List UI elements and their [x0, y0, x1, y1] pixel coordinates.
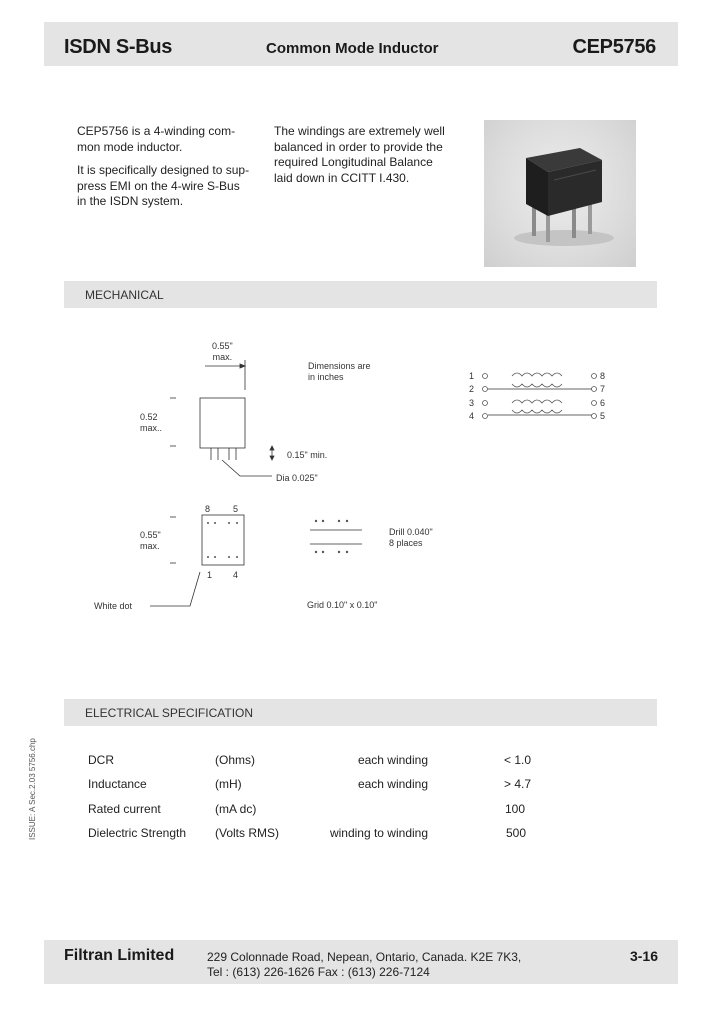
footer-address-line: 229 Colonnade Road, Nepean, Ontario, Canada. K2E 7K3, [207, 950, 522, 964]
spec-value: > 4.7 [504, 777, 532, 791]
width-dimension [212, 341, 233, 363]
schematic-pin: 8 [600, 371, 606, 381]
schematic-pin: 4 [469, 411, 475, 421]
intro-text: The windings are extremely well [274, 124, 445, 138]
spec-row-rated-current [0, 802, 720, 818]
header-part-number: CEP5756 [572, 36, 656, 58]
pin-label-bottom-right: 4 [233, 570, 239, 580]
grid-label: Grid 0.10" x 0.10" [307, 600, 378, 610]
white-dot-label: White dot [94, 601, 133, 611]
spec-param: Inductance [88, 777, 147, 791]
spec-value: < 1.0 [504, 753, 532, 767]
spec-param: DCR [88, 753, 114, 767]
pin-label-top-right: 5 [233, 504, 239, 514]
footer-company: Filtran Limited [64, 947, 175, 964]
top-view-dimension-max: max. [140, 541, 160, 551]
header-product-type: Common Mode Inductor [266, 40, 439, 57]
pin-length-label: 0.15" min. [287, 450, 328, 460]
spec-condition: winding to winding [329, 826, 428, 840]
spec-row-dielectric-strength [0, 826, 720, 842]
intro-text: required Longitudinal Balance [274, 155, 433, 169]
spec-unit: (Volts RMS) [215, 826, 280, 840]
electrical-section-title: ELECTRICAL SPECIFICATION [85, 706, 254, 720]
drill-note-line: Drill 0.040" [389, 527, 433, 537]
top-view-dimension [140, 530, 161, 552]
intro-text: laid down in CCITT I.430. [274, 170, 410, 185]
spec-value: 100 [505, 802, 526, 816]
pin-label-bottom-left: 1 [207, 570, 213, 580]
schematic-pin: 7 [600, 384, 606, 394]
spec-row-inductance [0, 777, 720, 793]
spec-value: 500 [506, 826, 527, 840]
spec-param: Dielectric Strength [88, 826, 187, 840]
height-dimension [140, 412, 162, 434]
schematic-pin: 3 [469, 398, 475, 408]
spec-unit: (mH) [215, 777, 242, 791]
footer-contact-line: Tel : (613) 226-1626 Fax : (613) 226-7124 [207, 965, 430, 979]
height-dimension-max: max.. [140, 423, 163, 433]
intro-text: It is specifically designed to sup- [77, 163, 250, 177]
footer-address [207, 950, 521, 980]
intro-text: CEP5756 is a 4-winding com- [77, 124, 236, 138]
pin-label-top-left: 8 [205, 504, 211, 514]
schematic-pin: 2 [469, 384, 475, 394]
dimensions-note-line: Dimensions are [308, 361, 371, 371]
intro-text: mon mode inductor. [77, 139, 183, 154]
page-number: 3-16 [629, 948, 658, 964]
spec-unit: (mA dc) [215, 802, 257, 816]
drill-note [389, 527, 433, 549]
height-dimension-value: 0.52 [140, 412, 158, 422]
header-product-family: ISDN S-Bus [64, 36, 173, 58]
side-view-body [200, 398, 245, 448]
spec-row-dcr [0, 753, 720, 769]
issue-side-note: ISSUE: A Sec.2.03 5756.chp [28, 738, 37, 840]
top-view-dimension-value: 0.55" [140, 530, 161, 540]
intro-text: press EMI on the 4-wire S-Bus [77, 178, 240, 193]
dimensions-note [308, 361, 371, 383]
intro-text: in the ISDN system. [77, 194, 184, 208]
width-dimension-value: 0.55" [212, 341, 233, 351]
spec-unit: (Ohms) [215, 753, 255, 767]
spec-param: Rated current [88, 802, 161, 816]
schematic-pin: 6 [600, 398, 606, 408]
pin-diameter-label: Dia 0.025" [276, 473, 318, 483]
schematic-pin: 1 [469, 371, 475, 381]
schematic-pin: 5 [600, 411, 606, 421]
intro-text: balanced in order to provide the [274, 139, 443, 154]
spec-condition: each winding [357, 753, 428, 767]
drill-note-line: 8 places [389, 538, 423, 548]
dimensions-note-line: in inches [308, 372, 344, 382]
spec-condition: each winding [357, 777, 428, 791]
width-dimension-max: max. [212, 352, 233, 362]
mechanical-section-title: MECHANICAL [85, 288, 164, 302]
